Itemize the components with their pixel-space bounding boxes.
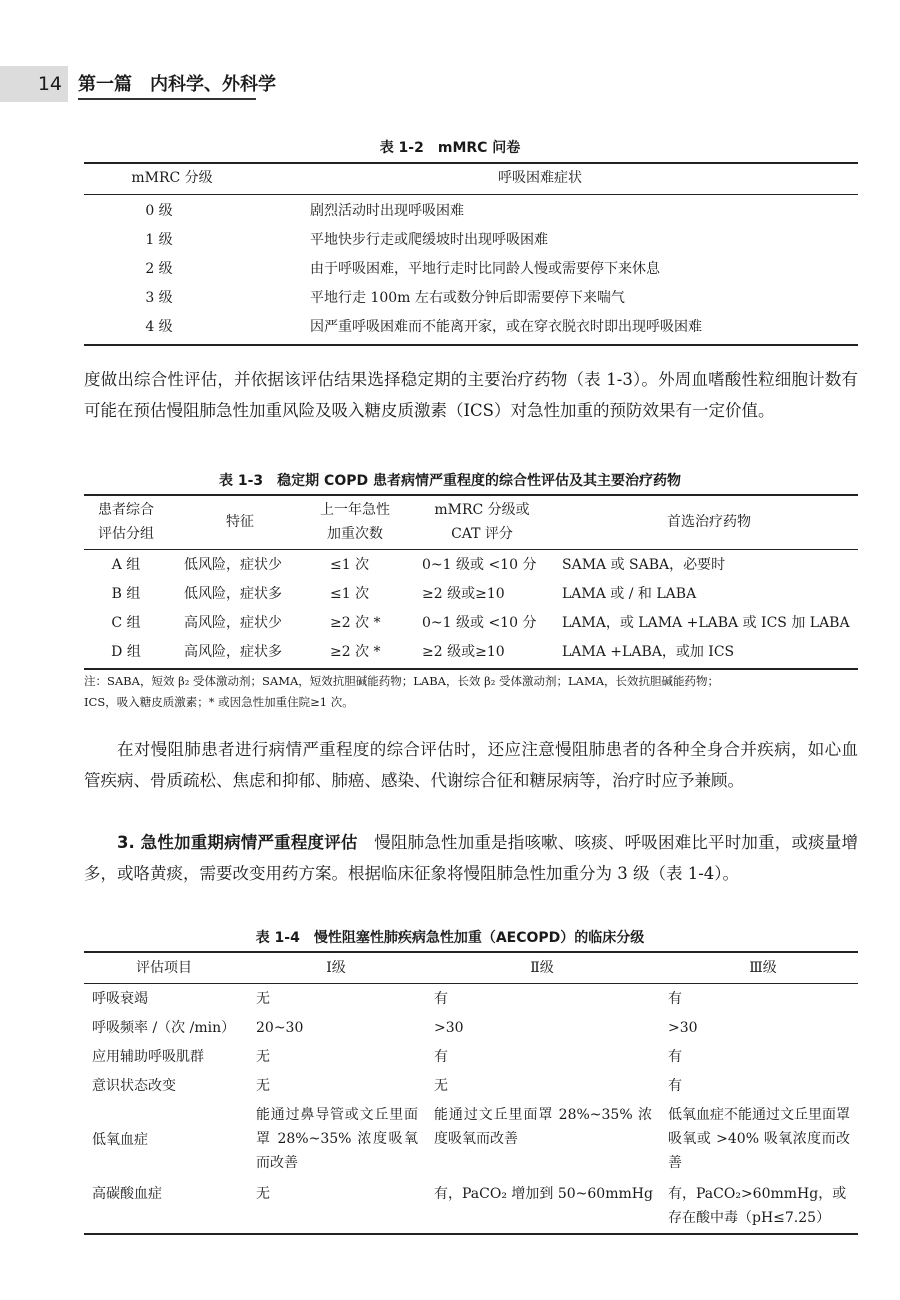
table-row-exac: ≤1 次 bbox=[330, 586, 370, 602]
running-head-part: 第一篇 bbox=[78, 74, 132, 95]
table-row-grade-2: 有，PaCO₂ 增加到 50~60mmHg bbox=[434, 1186, 653, 1202]
table-row-item: 高碳酸血症 bbox=[92, 1186, 162, 1202]
body-paragraph-2: 在对慢阻肺患者进行病情严重程度的综合评估时，还应注意慢阻肺患者的各种全身合并疾病，如心血管疾病、骨质疏松、焦虑和抑郁、肺癌、感染、代谢综合征和糖尿病等，治疗时应予兼顾。 bbox=[84, 740, 858, 790]
table-1-2-header-grade: mMRC 分级 bbox=[131, 170, 213, 186]
table-row-symptom: 平地行走 100m 左右或数分钟后即需要停下来喘气 bbox=[310, 290, 625, 306]
body-paragraph-3 bbox=[84, 827, 858, 889]
table-row-symptom: 因严重呼吸困难而不能离开家，或在穿衣脱衣时即出现呼吸困难 bbox=[310, 319, 702, 335]
table-row-symptom: 剧烈活动时出现呼吸困难 bbox=[310, 203, 464, 219]
table-1-3-title: 稳定期 COPD 患者病情严重程度的综合性评估及其主要治疗药物 bbox=[277, 473, 681, 489]
table-row-grade-1: 无 bbox=[256, 1078, 270, 1094]
table-row-grade-1: 能通过鼻导管或文丘里面罩 28%~35% 浓度吸氧而改善 bbox=[256, 1107, 418, 1171]
table-row-grade-1: 20~30 bbox=[256, 1020, 304, 1036]
table-1-2-header-rule bbox=[84, 194, 858, 195]
table-row-grade-3: 低氧血症不能通过文丘里面罩吸氧或 >40% 吸氧浓度而改善 bbox=[668, 1107, 850, 1171]
table-1-3-header-feature: 特征 bbox=[226, 514, 254, 530]
section-text: 慢阻肺急性加重是指咳嗽、咳痰、呼吸困难比平时加重，或痰量增多，或咯黄痰，需要改变用药方案。根据临床征象将慢阻肺急性加重分为 3 级（表 1-4）。 bbox=[84, 833, 859, 883]
table-row-grade: 3 级 bbox=[145, 290, 173, 306]
table-1-3-header-rule bbox=[84, 549, 858, 550]
table-row-group: A 组 bbox=[111, 557, 141, 573]
table-1-3-header-mmrc-l2: CAT 评分 bbox=[451, 526, 513, 542]
table-row-score: ≥2 级或≥10 bbox=[422, 644, 505, 660]
table-1-3-label: 表 1-3 bbox=[219, 473, 264, 489]
table-row-grade-2: 无 bbox=[434, 1078, 448, 1094]
table-row-grade: 4 级 bbox=[145, 319, 173, 335]
table-row-score: 0~1 级或 <10 分 bbox=[422, 557, 537, 573]
table-row-feature: 高风险，症状多 bbox=[184, 644, 282, 660]
table-1-4-label: 表 1-4 bbox=[255, 930, 300, 946]
table-row-score: ≥2 级或≥10 bbox=[422, 586, 505, 602]
table-row-feature: 高风险，症状少 bbox=[184, 615, 282, 631]
table-1-4-header-grade-1: Ⅰ级 bbox=[326, 960, 346, 976]
table-1-4-top-rule bbox=[84, 951, 858, 953]
table-1-2-top-rule bbox=[84, 162, 858, 164]
table-1-2-label: 表 1-2 bbox=[379, 140, 424, 156]
table-1-4-bottom-rule bbox=[84, 1233, 858, 1235]
section-heading: 3. 急性加重期病情严重程度评估 bbox=[117, 833, 358, 852]
table-row-grade-2: >30 bbox=[434, 1020, 464, 1036]
running-head-underline bbox=[78, 98, 256, 100]
table-row-group: D 组 bbox=[111, 644, 141, 660]
table-row-item: 低氧血症 bbox=[92, 1132, 148, 1148]
table-1-3-header-mmrc-l1: mMRC 分级或 bbox=[434, 502, 530, 518]
table-row-drug: LAMA +LABA，或加 ICS bbox=[562, 644, 735, 660]
table-1-2-caption bbox=[0, 137, 900, 157]
table-row-symptom: 由于呼吸困难，平地行走时比同龄人慢或需要停下来休息 bbox=[310, 261, 660, 277]
table-1-4-caption bbox=[0, 927, 900, 947]
table-1-4-header-grade-2: Ⅱ级 bbox=[530, 960, 554, 976]
table-row-exac: ≥2 次 * bbox=[330, 644, 381, 660]
table-row-feature: 低风险，症状多 bbox=[184, 586, 282, 602]
table-row-exac: ≤1 次 bbox=[330, 557, 370, 573]
table-row-grade-2: 能通过文丘里面罩 28%~35% 浓度吸氧而改善 bbox=[434, 1107, 652, 1147]
table-row-grade: 1 级 bbox=[145, 232, 173, 248]
table-row-grade-2: 有 bbox=[434, 1049, 448, 1065]
table-1-3-bottom-rule bbox=[84, 668, 858, 670]
table-row-drug: SAMA 或 SABA，必要时 bbox=[562, 557, 726, 573]
table-row-item: 意识状态改变 bbox=[92, 1078, 176, 1094]
table-row-group: C 组 bbox=[111, 615, 141, 631]
table-row-grade-3: >30 bbox=[668, 1020, 698, 1036]
table-row-symptom: 平地快步行走或爬缓坡时出现呼吸困难 bbox=[310, 232, 548, 248]
table-row-grade: 2 级 bbox=[145, 261, 173, 277]
table-row-score: 0~1 级或 <10 分 bbox=[422, 615, 537, 631]
table-row-drug: LAMA 或 / 和 LABA bbox=[562, 586, 697, 602]
table-1-2-header-symptom: 呼吸困难症状 bbox=[498, 170, 582, 186]
running-head-title: 内科学、外科学 bbox=[150, 74, 276, 95]
table-row-grade: 0 级 bbox=[145, 203, 173, 219]
table-row-grade-1: 无 bbox=[256, 1186, 270, 1202]
table-row-grade-3: 有，PaCO₂>60mmHg，或存在酸中毒（pH≤7.25） bbox=[668, 1186, 847, 1226]
table-1-3-header-drug: 首选治疗药物 bbox=[667, 514, 751, 530]
table-1-3-header-group-l1: 患者综合 bbox=[98, 502, 154, 518]
table-1-4-title: 慢性阻塞性肺疾病急性加重（AECOPD）的临床分级 bbox=[313, 930, 645, 946]
table-1-3-header-group-l2: 评估分组 bbox=[98, 526, 154, 542]
table-1-2-bottom-rule bbox=[84, 344, 858, 346]
table-row-grade-1: 无 bbox=[256, 991, 270, 1007]
table-row-item: 呼吸频率 /（次 /min） bbox=[92, 1020, 236, 1036]
table-row-grade-3: 有 bbox=[668, 1049, 682, 1065]
table-1-3-note-line-2: ICS，吸入糖皮质激素；* 或因急性加重住院≥1 次。 bbox=[84, 695, 354, 709]
body-paragraph-1: 度做出综合性评估，并依据该评估结果选择稳定期的主要治疗药物（表 1-3）。外周血嗜酸性粒细胞计数有可能在预估慢阻肺急性加重风险及吸入糖皮质激素（ICS）对急性加重的预防效果有一定价值。 bbox=[84, 370, 858, 420]
table-row-grade-3: 有 bbox=[668, 991, 682, 1007]
table-1-3-header-exac-l2: 加重次数 bbox=[327, 526, 383, 542]
page-number: 14 bbox=[0, 66, 68, 102]
table-row-grade-1: 无 bbox=[256, 1049, 270, 1065]
table-1-3-header-exac-l1: 上一年急性 bbox=[320, 502, 390, 518]
table-1-3-note-line-1: 注：SABA，短效 β₂ 受体激动剂；SAMA，短效抗胆碱能药物；LABA，长效 β₂ 受体激动剂；LAMA，长效抗胆碱能药物； bbox=[84, 674, 720, 688]
table-row-exac: ≥2 次 * bbox=[330, 615, 381, 631]
table-row-group: B 组 bbox=[111, 586, 141, 602]
table-row-item: 应用辅助呼吸肌群 bbox=[92, 1049, 204, 1065]
table-row-drug: LAMA，或 LAMA +LABA 或 ICS 加 LABA bbox=[562, 615, 850, 631]
table-row-item: 呼吸衰竭 bbox=[92, 991, 148, 1007]
table-row-grade-3: 有 bbox=[668, 1078, 682, 1094]
table-1-4-header-grade-3: Ⅲ级 bbox=[749, 960, 777, 976]
table-1-4-header-rule bbox=[84, 983, 858, 984]
table-1-3-top-rule bbox=[84, 494, 858, 496]
table-1-2-title: mMRC 问卷 bbox=[437, 140, 521, 156]
table-row-feature: 低风险，症状少 bbox=[184, 557, 282, 573]
table-row-grade-2: 有 bbox=[434, 991, 448, 1007]
table-1-3-caption bbox=[0, 470, 900, 490]
running-head bbox=[78, 70, 276, 96]
table-1-4-header-item: 评估项目 bbox=[136, 960, 192, 976]
